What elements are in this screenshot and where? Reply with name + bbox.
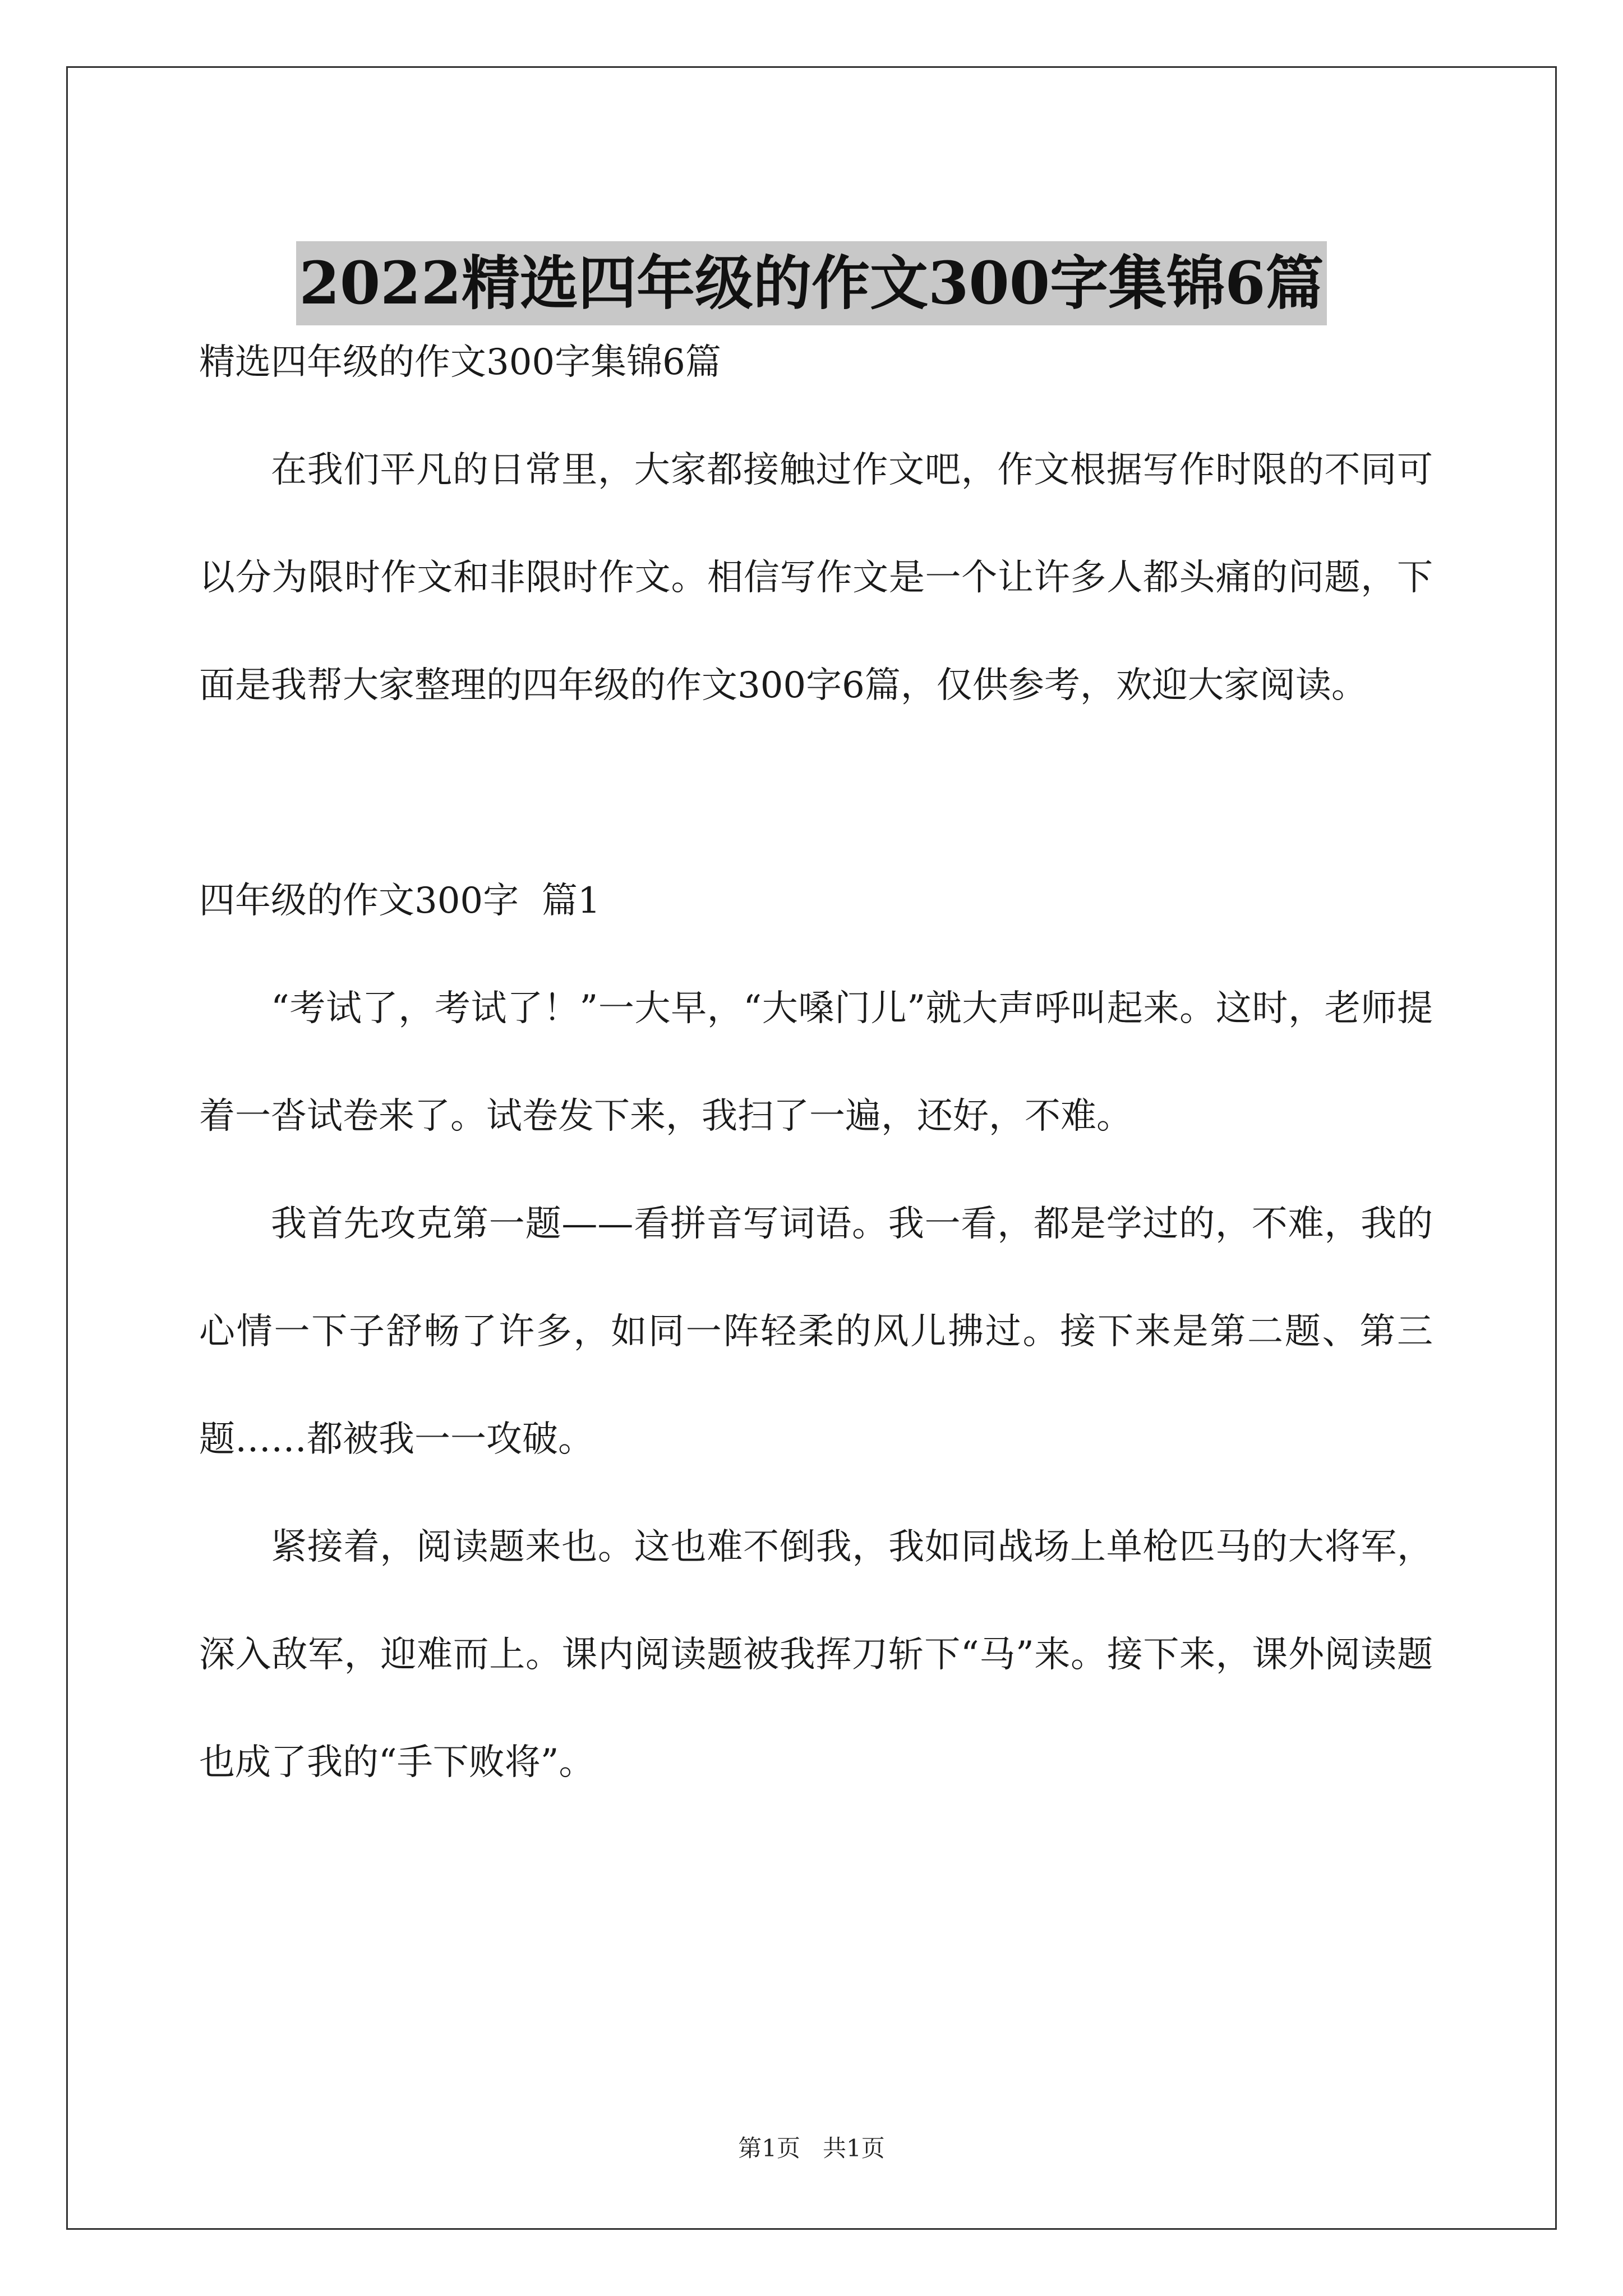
document-body [199, 309, 1433, 1816]
intro-paragraph: 在我们平凡的日常里，大家都接触过作文吧，作文根据写作时限的不同可以分为限时作文和非限时作文。相信写作文是一个让许多人都头痛的问题，下面是我帮大家整理的四年级的作文300字6篇，仅供参考，欢迎大家阅读。 [199, 449, 1433, 706]
body-paragraph: 紧接着，阅读题来也。这也难不倒我，我如同战场上单枪匹马的大将军，深入敌军，迎难而上。课内阅读题被我挥刀斩下“马”来。接下来，课外阅读题也成了我的“手下败将”。 [199, 1526, 1433, 1783]
document-title: 2022精选四年级的作文300字集锦6篇 [296, 241, 1327, 325]
body-paragraph: 我首先攻克第一题——看拼音写词语。我一看，都是学过的，不难，我的心情一下子舒畅了许多，如同一阵轻柔的风儿拂过。接下来是第二题、第三题……都被我一一攻破。 [199, 1203, 1433, 1460]
body-paragraph: “考试了，考试了！”一大早，“大嗓门儿”就大声呼叫起来。这时，老师提着一沓试卷来了。试卷发下来，我扫了一遍，还好，不难。 [199, 988, 1433, 1137]
section-heading: 四年级的作文300字 篇1 [199, 880, 601, 922]
page-footer: 第1页 共1页 [738, 2134, 885, 2162]
section-spacer [199, 739, 1433, 847]
document-subtitle: 精选四年级的作文300字集锦6篇 [199, 342, 721, 383]
